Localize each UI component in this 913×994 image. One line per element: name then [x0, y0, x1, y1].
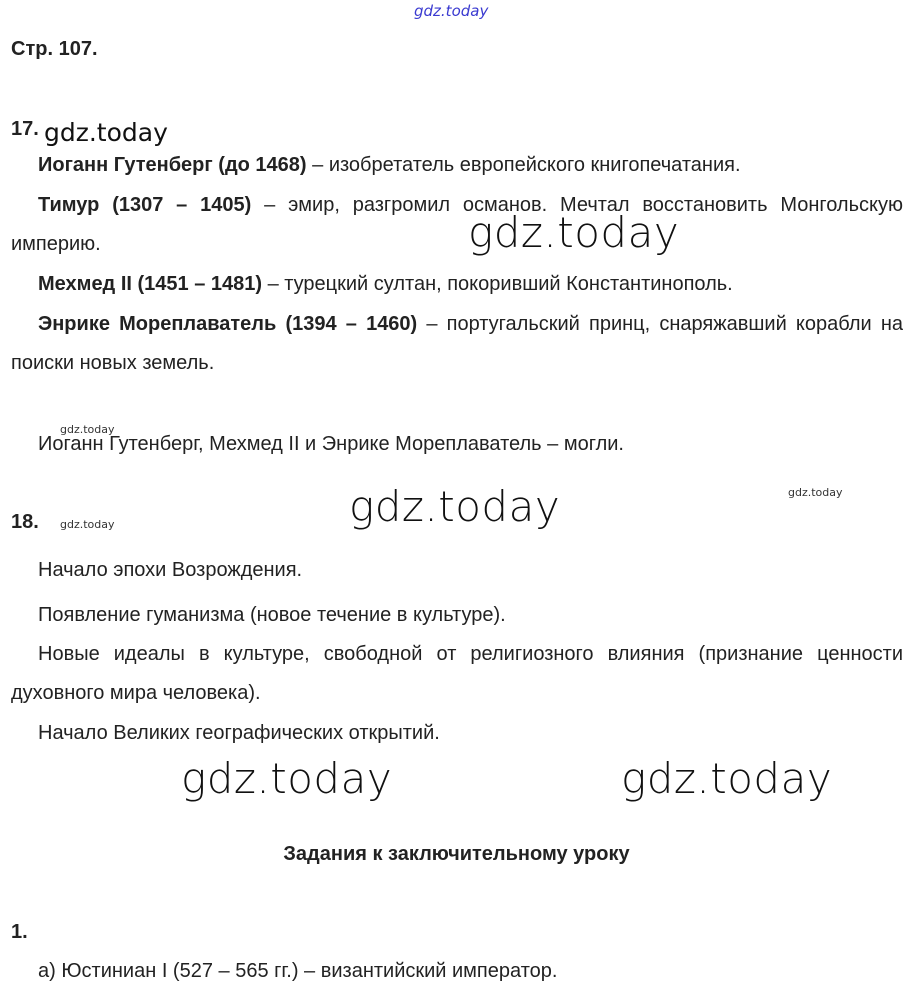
entry-description: – португальский принц, снаряжавший корабли на поиски новых земель.: [11, 313, 903, 374]
watermark: gdz.today: [621, 754, 833, 803]
entry-name: Энрике Мореплаватель (1394 – 1460): [38, 313, 418, 335]
entry-enrique: [11, 305, 903, 383]
entry-name: Тимур (1307 – 1405): [38, 194, 252, 216]
watermark: gdz.today: [60, 518, 115, 531]
entry-name: Мехмед II (1451 – 1481): [38, 273, 263, 295]
section-heading: Задания к заключительному уроку: [283, 843, 630, 865]
task-number-1: 1.: [11, 921, 28, 943]
task18-line: Новые идеалы в культуре, свободной от религиозного влияния (признание ценности духовного мира человека).: [11, 643, 903, 704]
page-reference: Стр. 107.: [11, 38, 98, 60]
task18-line: Начало эпохи Возрождения.: [38, 559, 303, 581]
watermark: gdz.today: [181, 754, 393, 803]
task-number-17: 17.: [11, 118, 39, 140]
entry-description: – турецкий султан, покоривший Константинополь.: [262, 273, 733, 295]
task18-line: Начало Великих географических открытий.: [38, 722, 440, 744]
task-number-18: 18.: [11, 511, 39, 533]
task18-line: Появление гуманизма (новое течение в культуре).: [38, 604, 506, 626]
entry-description: – изобретатель европейского книгопечатания.: [306, 154, 741, 176]
entry-timur: [11, 186, 903, 264]
watermark: gdz.today: [349, 482, 561, 531]
watermark: gdz.today: [788, 486, 843, 499]
watermark: gdz.today: [468, 208, 680, 257]
task17-conclusion: Иоганн Гутенберг, Мехмед II и Энрике Мореплаватель – могли.: [38, 433, 624, 455]
final-task-line: а) Юстиниан I (527 – 565 гг.) – византийский император.: [38, 960, 558, 982]
watermark-top: gdz.today: [414, 2, 489, 20]
entry-description: – эмир, разгромил османов. Мечтал восстановить Монгольскую империю.: [11, 194, 903, 255]
watermark: gdz.today: [44, 118, 168, 147]
entry-gutenberg: [11, 146, 903, 185]
watermark: gdz.today: [60, 423, 115, 436]
entry-name: Иоганн Гутенберг (до 1468): [38, 154, 307, 176]
entry-mehmed: [11, 265, 903, 304]
